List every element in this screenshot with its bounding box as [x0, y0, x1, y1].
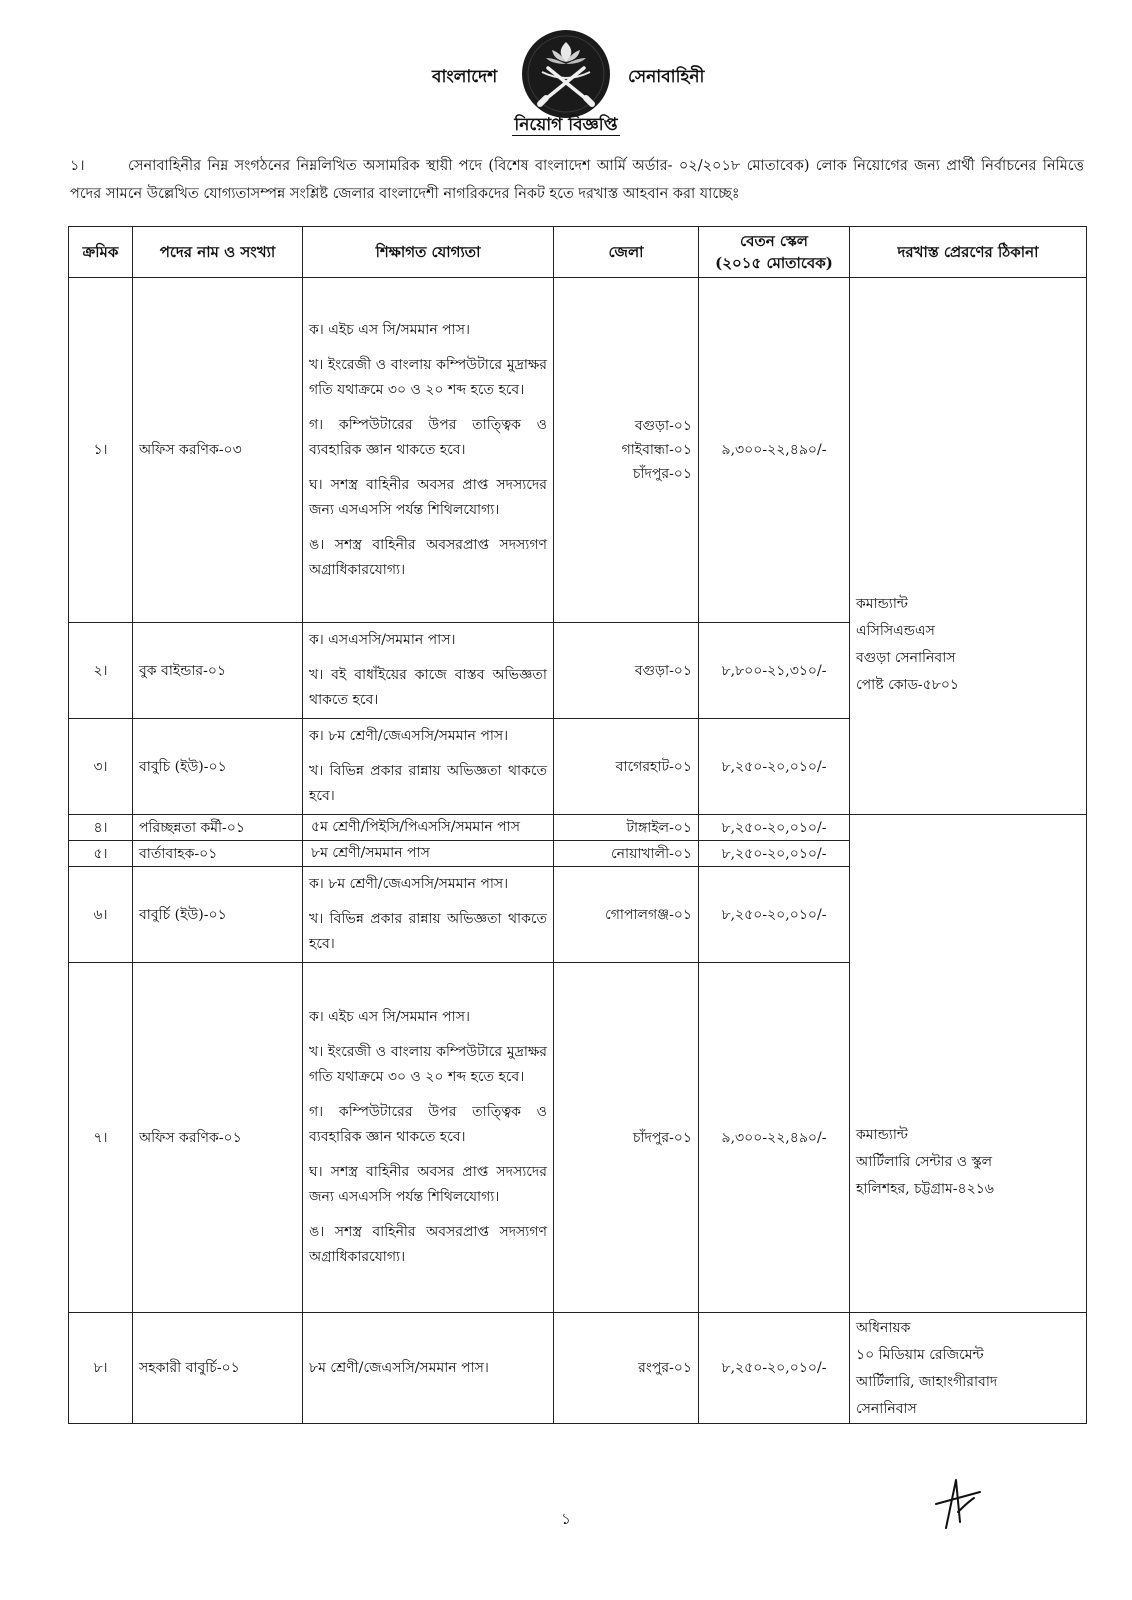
address-line: পোষ্ট কোড-৫৮০১	[856, 677, 960, 693]
post-cell: অফিস করণিক-০১	[133, 963, 303, 1313]
intro-text: সেনাবাহিনীর নিম্ন সংগঠনের নিম্নলিখিত অসামরিক স্থায়ী পদে (বিশেষ বাংলাদেশ আর্মি অর্ডার- ০২/২০১৮ মোতাবেক) লোক নিয়োগের জন্য প্রার্থী নির্বাচনের নিমিত্তে পদের সামনে উল্লেখিত যোগ্যতাসম্পন্ন সংশ্লিষ্ট জেলার বাংলাদেশী নাগরিকদের নিকট হতে দরখাস্ত আহবান করা যাচ্ছেঃ	[70, 158, 1084, 202]
address-line: বগুড়া সেনানিবাস	[856, 650, 956, 666]
army-emblem-icon	[520, 28, 612, 120]
district-cell	[554, 623, 699, 719]
serial-cell: ৪।	[69, 815, 133, 841]
address-cell	[850, 815, 1087, 1313]
header-right-text: সেনাবাহিনী	[628, 67, 705, 87]
district-cell	[554, 278, 699, 623]
district-cell	[554, 867, 699, 963]
edu-item: ক। এইচ এস সি/সমমান পাস।	[309, 1009, 470, 1025]
header-pay-scale	[699, 227, 850, 278]
intro-number: ১।	[70, 158, 85, 174]
edu-item: ঘ। সশস্ত্র বাহিনীর অবসর প্রাপ্ত সদস্যদের জন্য এসএসসি পর্যন্ত শিথিলযোগ্য।	[309, 476, 547, 518]
page-title	[0, 112, 1132, 140]
pay-scale-cell: ৮,২৫০-২০,০১০/-	[699, 867, 850, 963]
serial-cell: ৭।	[69, 963, 133, 1313]
address-line: আর্টিলারি সেন্টার ও স্কুল	[856, 1154, 993, 1170]
education-cell	[303, 841, 554, 867]
table-row	[69, 1313, 1087, 1424]
serial-cell: ৩।	[69, 719, 133, 815]
post-cell: অফিস করণিক-০৩	[133, 278, 303, 623]
district-item: বগুড়া-০১	[634, 418, 692, 434]
pay-scale-cell: ৮,২৫০-২০,০১০/-	[699, 815, 850, 841]
education-cell	[303, 719, 554, 815]
district-cell	[554, 841, 699, 867]
education-cell	[303, 963, 554, 1313]
pay-scale-cell: ৯,৩০০-২২,৪৯০/-	[699, 278, 850, 623]
education-cell	[303, 867, 554, 963]
edu-item: গ। কম্পিউটারের উপর তাত্ত্বিক ও ব্যবহারিক জ্ঞান থাকতে হবে।	[309, 1104, 547, 1145]
district-item: গাইবান্ধা-০১	[621, 442, 692, 458]
edu-item: ৮ম শ্রেণী/জেএসসি/সমমান পাস।	[309, 1359, 489, 1376]
table-row	[69, 815, 1087, 841]
post-cell: বার্তাবাহক-০১	[133, 841, 303, 867]
header-district: জেলা	[554, 227, 699, 278]
serial-cell: ২।	[69, 623, 133, 719]
pay-scale-cell: ৮,৮০০-২১,৩১০/-	[699, 623, 850, 719]
table-row	[69, 278, 1087, 623]
intro-paragraph	[70, 152, 1084, 208]
edu-item: খ। ইংরেজী ও বাংলায় কম্পিউটারে মুদ্রাক্ষর গতি যথাক্রমে ৩০ ও ২০ শব্দ হতে হবে।	[309, 1044, 547, 1085]
header-education: শিক্ষাগত যোগ্যতা	[303, 227, 554, 278]
header-left-text: বাংলাদেশ	[432, 67, 498, 87]
district-cell	[554, 815, 699, 841]
serial-cell: ৮।	[69, 1313, 133, 1424]
education-cell	[303, 278, 554, 623]
address-line: কমান্ড্যান্ট	[856, 1127, 908, 1143]
district-cell	[554, 1313, 699, 1424]
education-cell	[303, 1313, 554, 1424]
district-item: বাগেরহাট-০১	[615, 758, 692, 775]
edu-item: ঙ। সশস্ত্র বাহিনীর অবসরপ্রাপ্ত সদস্যগণ অগ্রাধিকারযোগ্য।	[309, 1224, 547, 1265]
serial-cell: ৬।	[69, 867, 133, 963]
education-cell	[303, 815, 554, 841]
header-post: পদের নাম ও সংখ্যা	[133, 227, 303, 278]
education-cell	[303, 623, 554, 719]
edu-item: ক। এইচ এস সি/সমমান পাস।	[309, 321, 470, 338]
district-item: গোপালগঞ্জ-০১	[605, 906, 692, 923]
district-item: বগুড়া-০১	[634, 662, 692, 679]
district-item: টাঙ্গাইল-০১	[626, 819, 692, 836]
district-item: নোয়াখালী-০১	[610, 845, 692, 862]
edu-item: ক। ৮ম শ্রেণী/জেএসসি/সমমান পাস।	[309, 728, 509, 744]
table-header-row	[69, 227, 1087, 278]
post-cell: বাবুচি (ইউ)-০১	[133, 719, 303, 815]
serial-cell: ১।	[69, 278, 133, 623]
district-item: চাঁদপুর-০১	[632, 1129, 692, 1146]
edu-item: খ। বিভিন্ন প্রকার রান্নায় অভিজ্ঞতা থাকতে হবে।	[309, 763, 547, 804]
serial-cell: ৫।	[69, 841, 133, 867]
address-line: সেনানিবাস	[856, 1401, 917, 1417]
address-cell	[850, 278, 1087, 815]
pay-scale-cell: ৮,২৫০-২০,০১০/-	[699, 719, 850, 815]
page-title-text: নিয়োগ বিজ্ঞপ্তি	[514, 115, 618, 135]
header-pay-line1: বেতন স্কেল	[740, 232, 808, 250]
header-address: দরখাস্ত প্রেরণের ঠিকানা	[850, 227, 1087, 278]
pay-scale-cell: ৮,২৫০-২০,০১০/-	[699, 841, 850, 867]
edu-item: ঙ। সশস্ত্র বাহিনীর অবসরপ্রাপ্ত সদস্যগণ অগ্রাধিকারযোগ্য।	[309, 536, 547, 578]
address-line: কমান্ড্যান্ট	[856, 596, 908, 612]
post-cell: সহকারী বাবুর্চি-০১	[133, 1313, 303, 1424]
edu-item: ৫ম শ্রেণী/পিইসি/পিএসসি/সমমান পাস	[311, 819, 520, 835]
edu-item: খ। ইংরেজী ও বাংলায় কম্পিউটারে মুদ্রাক্ষর গতি যথাক্রমে ৩০ ও ২০ শব্দ হতে হবে।	[309, 356, 547, 398]
header-serial: ক্রমিক	[69, 227, 133, 278]
address-line: এসিসিএন্ডএস	[856, 623, 935, 639]
district-item: চাঁদপুর-০১	[632, 466, 692, 482]
page-number: ১	[561, 1510, 571, 1528]
pay-scale-cell: ৮,২৫০-২০,০১০/-	[699, 1313, 850, 1424]
district-cell	[554, 963, 699, 1313]
district-item: রংপুর-০১	[638, 1360, 692, 1376]
edu-item: ক। ৮ম শ্রেণী/জেএসসি/সমমান পাস।	[309, 876, 509, 892]
vacancy-table	[68, 226, 1087, 1424]
edu-item: ক। এসএসসি/সমমান পাস।	[309, 632, 456, 648]
address-line: আর্টিলারি, জাহাংগীরাবাদ	[856, 1374, 998, 1390]
post-cell: বাবুর্চি (ইউ)-০১	[133, 867, 303, 963]
pay-scale-cell: ৯,৩০০-২২,৪৯০/-	[699, 963, 850, 1313]
post-cell: বুক বাইন্ডার-০১	[133, 623, 303, 719]
address-line: হালিশহর, চট্টগ্রাম-৪২১৬	[856, 1181, 994, 1197]
address-line: অধিনায়ক	[856, 1320, 911, 1336]
edu-item: গ। কম্পিউটারের উপর তাত্ত্বিক ও ব্যবহারিক জ্ঞান থাকতে হবে।	[309, 416, 547, 458]
district-cell	[554, 719, 699, 815]
edu-item: ৮ম শ্রেণী/সমমান পাস	[311, 845, 430, 861]
header-pay-line2: (২০১৫ মোতাবেক)	[715, 254, 833, 272]
address-line: ১০ মিডিয়াম রেজিমেন্ট	[856, 1347, 984, 1363]
edu-item: খ। বই বাধাঁইয়ের কাজে বাস্তব অভিজ্ঞতা থাকতে হবে।	[309, 667, 547, 708]
post-cell: পরিচ্ছন্নতা কর্মী-০১	[133, 815, 303, 841]
edu-item: খ। বিভিন্ন প্রকার রান্নায় অভিজ্ঞতা থাকতে হবে।	[309, 911, 547, 952]
signature-icon	[928, 1472, 988, 1532]
address-cell	[850, 1313, 1087, 1424]
edu-item: ঘ। সশস্ত্র বাহিনীর অবসর প্রাপ্ত সদস্যদের জন্য এসএসসি পর্যন্ত শিথিলযোগ্য।	[309, 1164, 547, 1205]
